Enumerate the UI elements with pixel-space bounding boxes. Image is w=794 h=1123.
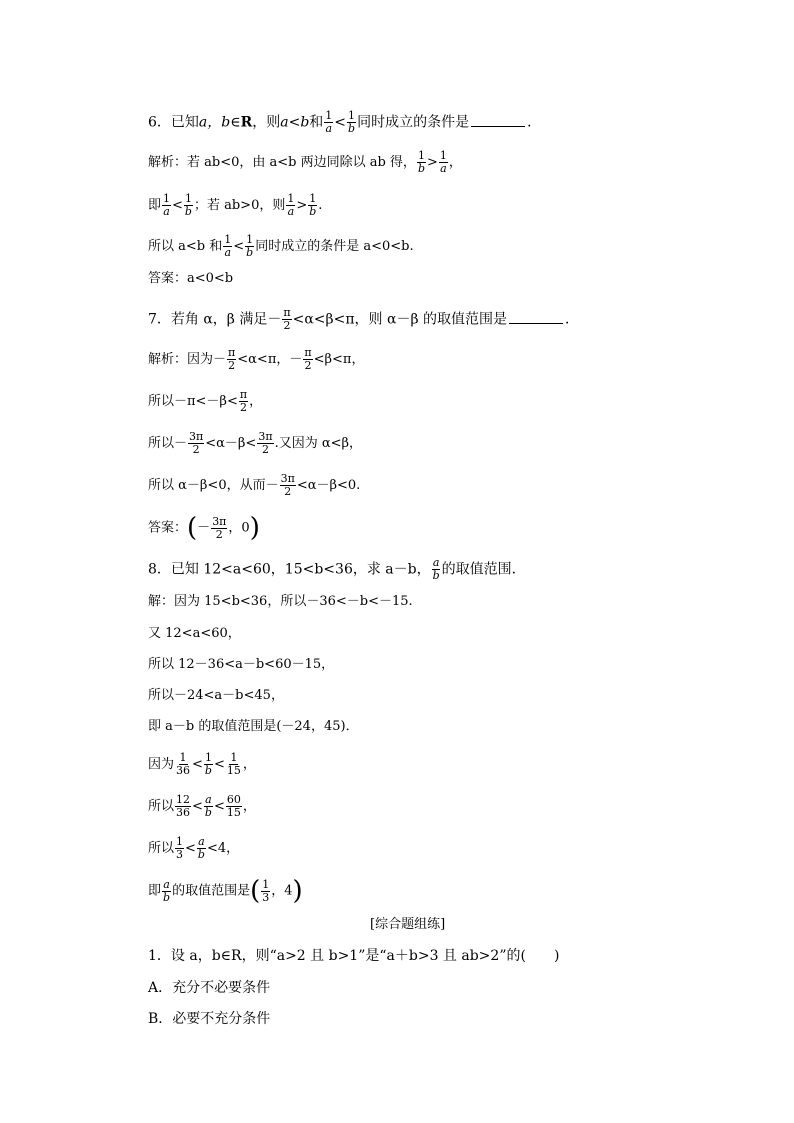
p1-option-a: A．充分不必要条件 xyxy=(148,980,271,996)
fraction-1-over-b: $\frac{1}{b}$ xyxy=(348,109,356,135)
q6-stem: 6．已知a，b∈R，则a<b和 $\frac{1}{a}$ < $\frac{1}{b}$ 同时成立的条件是 ． xyxy=(148,109,542,135)
q7-answer: 答案：(－ $\frac{3\pi}{2}$ ，0) xyxy=(148,513,260,543)
section-heading: [综合题组练] xyxy=(370,917,446,932)
p1-option-b: B．必要不充分条件 xyxy=(148,1011,271,1027)
q6-solution-line-2: 即 $\frac{1}{a}$ < $\frac{1}{b}$ ；若 ab>0，则 $\frac{1}{a}$ > $\frac{1}{b}$ . xyxy=(148,192,323,218)
q8-solution-line-4: 所以－24<a－b<45， xyxy=(148,688,284,703)
q8-solution-line-8: 所以 $\frac{1}{3}$ < $\frac{a}{b}$ <4， xyxy=(148,835,240,861)
q8-solution-line-5: 即 a－b 的取值范围是(－24，45)． xyxy=(148,719,359,734)
q6-answer: 答案：a<0<b xyxy=(148,271,234,286)
q7-solution-line-3: 所以－ $\frac{3\pi}{2}$ <α－β< $\frac{3\pi}{2}$ .又因为 α<β， xyxy=(148,430,363,456)
q8-stem: 8．已知 12<a<60，15<b<36，求 a－b， $\frac{a}{b}$ 的取值范围． xyxy=(148,556,526,582)
answer-blank xyxy=(471,116,525,127)
q6-solution-line-1: 解析：若 ab<0，由 a<b 两边同除以 ab 得， $\frac{1}{b}$ > $\frac{1}{a}$ ， xyxy=(148,149,462,175)
q7-solution-line-4: 所以 α－β<0，从而－ $\frac{3\pi}{2}$ <α－β<0. xyxy=(148,472,361,498)
p1-stem: 1．设 a，b∈R，则“a>2 且 b>1”是“a＋b>3 且 ab>2”的( ) xyxy=(148,948,560,964)
q8-solution-line-7: 所以 $\frac{12}{36}$ < $\frac{a}{b}$ < $\frac{60}{15}$ ， xyxy=(148,793,256,819)
q7-solution-line-2: 所以－π<－β< $\frac{\pi}{2}$ ， xyxy=(148,388,263,414)
fraction-1-over-a: $\frac{1}{a}$ xyxy=(325,109,333,135)
q8-solution-line-2: 又 12<a<60， xyxy=(148,626,241,641)
q7-solution-line-1: 解析：因为－ $\frac{\pi}{2}$ <α<π，－ $\frac{\pi}{2}$ <β<π， xyxy=(148,346,365,372)
q6-solution-line-3: 所以 a<b 和 $\frac{1}{a}$ < $\frac{1}{b}$ 同时成立的条件是 a<0<b. xyxy=(148,233,414,259)
q8-solution-line-1: 解：因为 15<b<36，所以－36<－b<－15. xyxy=(148,594,413,609)
q8-solution-line-3: 所以 12－36<a－b<60－15， xyxy=(148,657,335,672)
q8-solution-line-9: 即 $\frac{a}{b}$ 的取值范围是( $\frac{1}{3}$ ，4) xyxy=(148,876,303,906)
answer-blank xyxy=(509,313,563,324)
q7-stem: 7．若角 α，β 满足－ $\frac{\pi}{2}$ <α<β<π，则 α－β 的取值范围是 ． xyxy=(148,306,579,332)
q8-solution-line-6: 因为 $\frac{1}{36}$ < $\frac{1}{b}$ < $\frac{1}{15}$ ， xyxy=(148,751,256,777)
